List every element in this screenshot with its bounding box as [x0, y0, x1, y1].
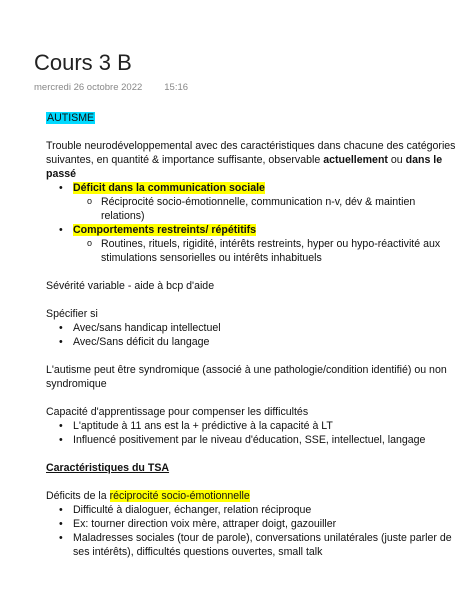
- note-time: 15:16: [164, 82, 189, 93]
- list-item: • Avec/Sans déficit du langage: [73, 335, 456, 349]
- list-item: • Influencé positivement par le niveau d'éducation, SSE, intellectuel, langage: [73, 433, 456, 447]
- list-item: • Maladresses sociales (tour de parole), conversations unilatérales (juste parler de ses intérêts), difficultés questions ouvertes, small talk: [73, 531, 456, 559]
- tsa-heading: Caractéristiques du TSA: [46, 462, 170, 474]
- list-item: • Avec/sans handicap intellectuel: [73, 321, 456, 335]
- list-item: o Routines, rituels, rigidité, intérêts restreints, hyper ou hypo-réactivité aux stimulations sensorielles ou intérêts inhabituels: [101, 237, 456, 265]
- note-content: [46, 111, 456, 559]
- list-item: • Difficulté à dialoguer, échanger, relation réciproque: [73, 503, 456, 517]
- autisme-intro: Trouble neurodéveloppemental avec des caractéristiques dans chacune des catégories suivantes, en quantité & importance suffisante, observable actuellement ou dans le passé: [46, 140, 456, 180]
- learning-label: Capacité d'apprentissage pour compenser les difficultés: [46, 406, 309, 418]
- page-title: Cours 3 B: [34, 50, 132, 75]
- list-item: • Ex: tourner direction voix mère, attraper doigt, gazouiller: [73, 517, 456, 531]
- list-item: • L'aptitude à 11 ans est la + prédictive à la capacité à LT: [73, 419, 456, 433]
- list-item: o Réciprocité socio-émotionnelle, communication n-v, dév & maintien relations): [101, 195, 456, 223]
- tsa-deficit-line: Déficits de la réciprocité socio-émotionnelle: [46, 490, 250, 502]
- list-item: • Déficit dans la communication sociale o Réciprocité socio-émotionnelle, communication n-v, dév & maintien relations): [73, 181, 456, 223]
- specifier-label: Spécifier si: [46, 308, 98, 320]
- specifier-list: [46, 321, 456, 349]
- autisme-criteria-list: [46, 181, 456, 265]
- autisme-heading: AUTISME: [47, 112, 95, 124]
- list-item: • Comportements restreints/ répétitifs o Routines, rituels, rigidité, intérêts restreints, hyper ou hypo-réactivité aux stimulations sensorielles ou intérêts inhabituels: [73, 223, 456, 265]
- note-date: mercredi 26 octobre 2022: [34, 82, 143, 93]
- learning-list: [46, 419, 456, 447]
- syndromic-text: L'autisme peut être syndromique (associé à une pathologie/condition identifié) ou non syndromique: [46, 364, 447, 390]
- severity-text: Sévérité variable - aide à bcp d'aide: [46, 280, 215, 292]
- tsa-list: [46, 503, 456, 559]
- note-metadata: [34, 82, 188, 94]
